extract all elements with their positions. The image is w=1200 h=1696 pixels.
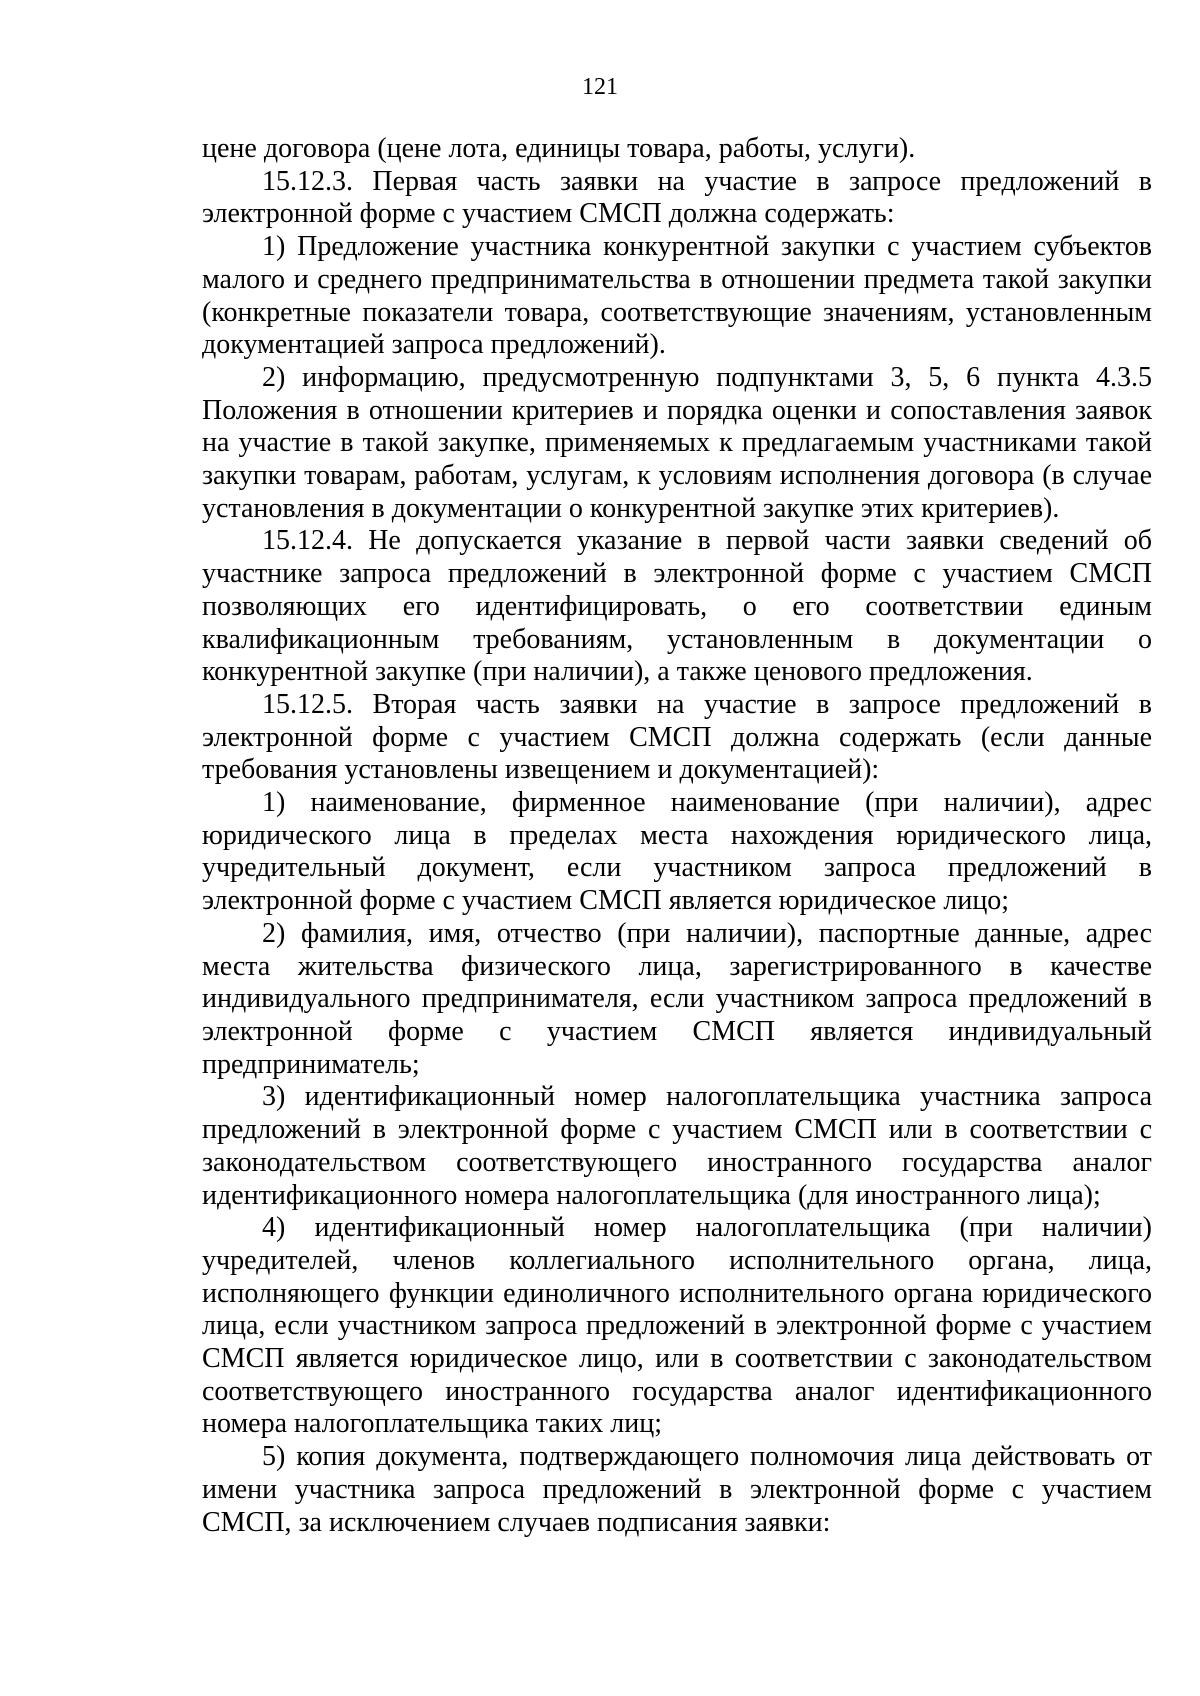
paragraph-continuation: цене договора (цене лота, единицы товара, работы, услуги). <box>202 133 916 164</box>
list-item-2: 2) информацию, предусмотренную подпунктами 3, 5, 6 пункта 4.3.5 Положения в отношении критериев и порядка оценки и сопоставления заявок на участие в такой закупке, применяемых к предлагаемым участниками такой закупки товарам, работам, услугам, к условиям исполнения договора (в случае установления в документации о конкурентной закупке этих критериев). <box>202 361 1152 524</box>
document-body <box>202 133 1152 1539</box>
paragraph-15-12-4: 15.12.4. Не допускается указание в первой части заявки сведений об участнике запроса предложений в электронной форме с участием СМСП позволяющих его идентифицировать, о его соответствии единым квалификационным требованиям, установленным в документации о конкурентной закупке (при наличии), а также ценового предложения. <box>202 525 1152 688</box>
list-item-2: 2) фамилия, имя, отчество (при наличии), паспортные данные, адрес места жительства физического лица, зарегистрированного в качестве индивидуального предпринимателя, если участником запроса предложений в электронной форме с участием СМСП является индивидуальный предприниматель; <box>202 917 1152 1080</box>
page-number: 121 <box>582 74 618 100</box>
list-item-3: 3) идентификационный номер налогоплательщика участника запроса предложений в электронной форме с участием СМСП или в соответствии с законодательством соответствующего иностранного государства аналог идентификационного номера налогоплательщика (для иностранного лица); <box>202 1081 1152 1211</box>
list-item-1: 1) Предложение участника конкурентной закупки с участием субъектов малого и среднего предпринимательства в отношении предмета такой закупки (конкретные показатели товара, соответствующие значениям, установленным документацией запроса предложений). <box>202 231 1152 361</box>
paragraph-15-12-3: 15.12.3. Первая часть заявки на участие в запросе предложений в электронной форме с участием СМСП должна содержать: <box>202 165 1152 230</box>
list-item-4: 4) идентификационный номер налогоплательщика (при наличии) учредителей, членов коллегиального исполнительного органа, лица, исполняющего функции единоличного исполнительного органа юридического лица, если участником запроса предложений в электронной форме с участием СМСП является юридическое лицо, или в соответствии с законодательством соответствующего иностранного государства аналог идентификационного номера налогоплательщика таких лиц; <box>202 1212 1152 1440</box>
paragraph-15-12-5: 15.12.5. Вторая часть заявки на участие в запросе предложений в электронной форме с участием СМСП должна содержать (если данные требования установлены извещением и документацией): <box>202 688 1152 786</box>
list-item-1: 1) наименование, фирменное наименование (при наличии), адрес юридического лица в пределах места нахождения юридического лица, учредительный документ, если участником запроса предложений в электронной форме с участием СМСП является юридическое лицо; <box>202 787 1152 917</box>
list-item-5: 5) копия документа, подтверждающего полномочия лица действовать от имени участника запроса предложений в электронной форме с участием СМСП, за исключением случаев подписания заявки: <box>202 1441 1152 1538</box>
